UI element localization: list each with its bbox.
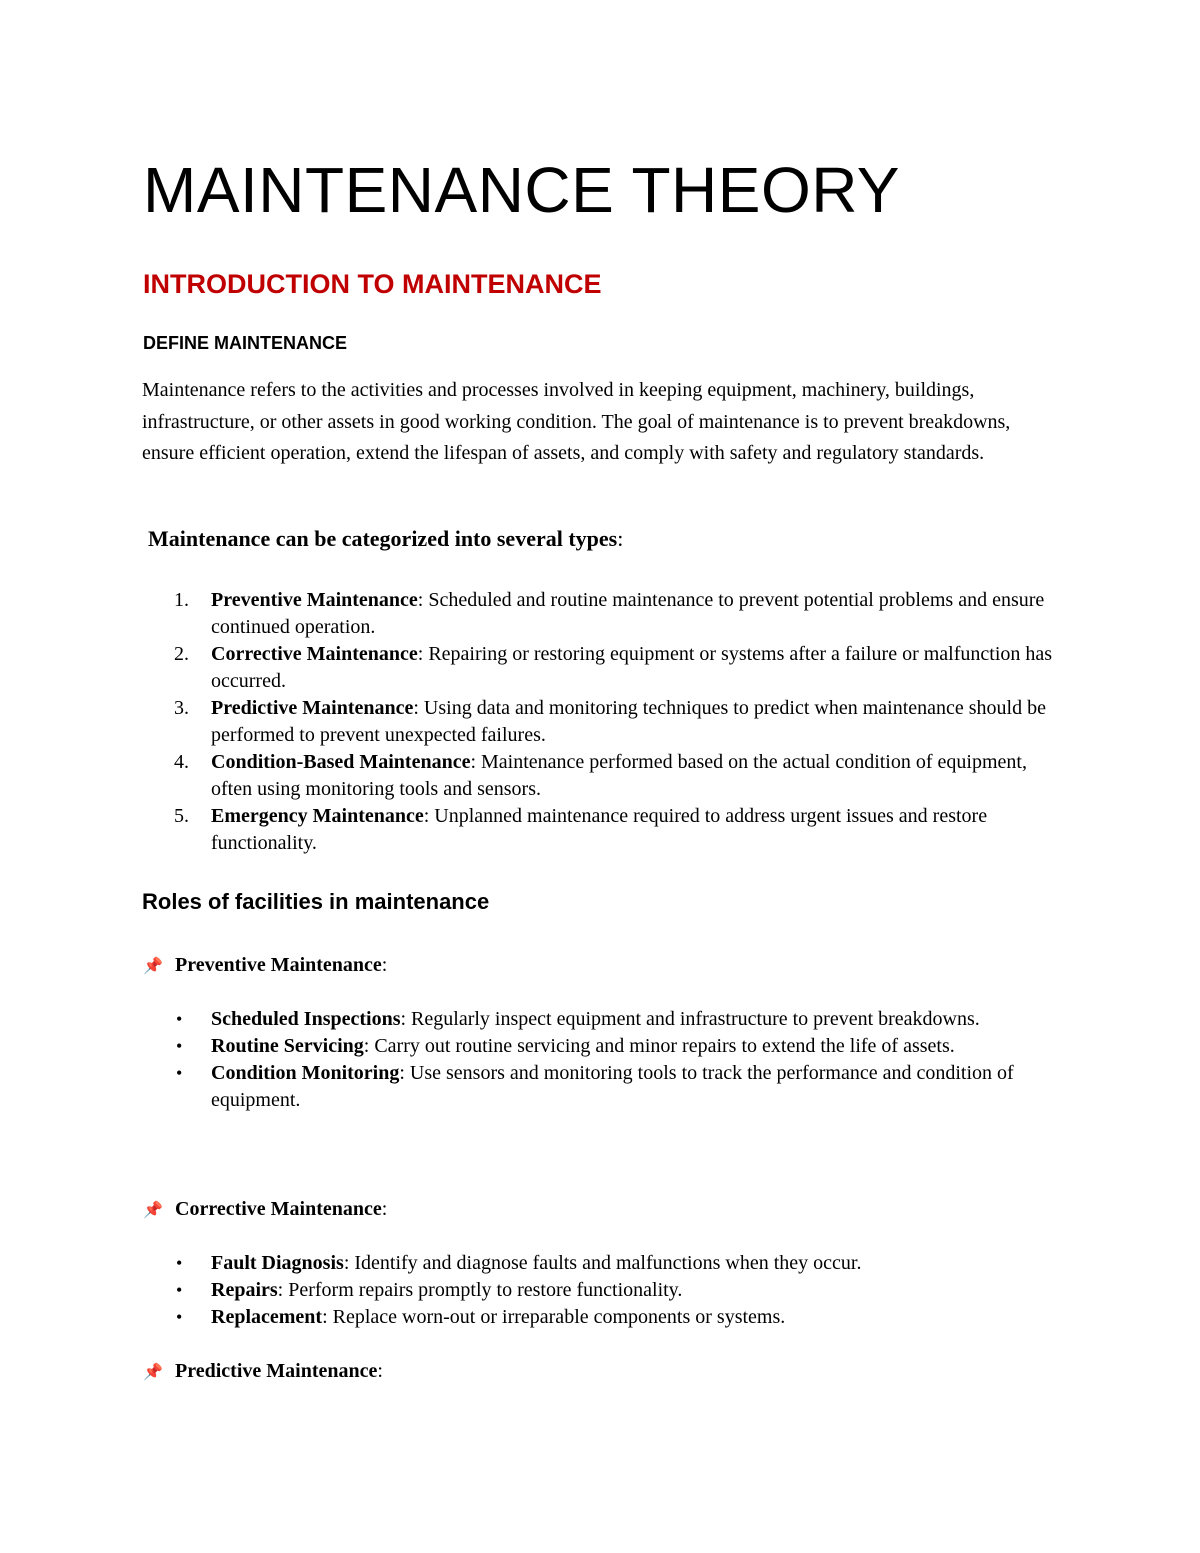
bullet-desc: : Perform repairs promptly to restore functionality. [277, 1279, 683, 1301]
list-item [0, 1006, 1061, 1033]
list-item [0, 1277, 1061, 1304]
role-heading-text: Corrective Maintenance [175, 1198, 382, 1220]
list-desc: : Maintenance performed based on the actual condition of equipment, often using monitoring tools and sensors. [211, 751, 1027, 800]
bullet-icon: • [176, 1253, 183, 1273]
bullet-desc: : Replace worn-out or irreparable components or systems. [322, 1306, 786, 1328]
preventive-bullets [0, 1006, 1100, 1114]
bullet-desc: : Carry out routine servicing and minor repairs to extend the life of assets. [363, 1035, 955, 1057]
role-heading-colon: : [381, 954, 388, 976]
bullet-term: Routine Servicing [211, 1035, 364, 1057]
flag-icon: 📌 [143, 1202, 163, 1219]
types-heading-colon: : [617, 526, 624, 551]
definition-paragraph: Maintenance refers to the activities and processes involved in keeping equipment, machinery, buildings, infrastructure, or other assets in good working condition. The goal of maintenance is to prevent breakdowns, ensure efficient operation, extend the lifespan of assets, and comply with safety and regulatory standards. [142, 379, 1011, 464]
list-term: Corrective Maintenance [211, 643, 418, 665]
section-heading: INTRODUCTION TO MAINTENANCE [143, 269, 602, 299]
flag-icon: 📌 [143, 1364, 163, 1381]
role-heading-predictive [143, 1358, 383, 1386]
list-number: 1. [174, 589, 189, 611]
corrective-bullets [0, 1250, 1100, 1331]
bullet-term: Repairs [211, 1279, 278, 1301]
bullet-desc: : Identify and diagnose faults and malfunctions when they occur. [343, 1252, 862, 1274]
bullet-icon: • [176, 1280, 183, 1300]
types-heading [148, 523, 623, 555]
bullet-term: Fault Diagnosis [211, 1252, 344, 1274]
list-item [0, 803, 1071, 857]
list-item [0, 1304, 1061, 1331]
list-item [0, 587, 1071, 641]
list-item [0, 1250, 1061, 1277]
flag-icon: 📌 [143, 958, 163, 975]
list-item [0, 1060, 1061, 1114]
bullet-icon: • [176, 1307, 183, 1327]
bullet-term: Condition Monitoring [211, 1062, 400, 1084]
list-number: 3. [174, 697, 189, 719]
list-item [0, 641, 1071, 695]
role-heading-preventive [143, 952, 387, 980]
role-heading-text: Predictive Maintenance [175, 1360, 378, 1382]
list-item [0, 695, 1071, 749]
list-desc: : Using data and monitoring techniques to predict when maintenance should be performed to prevent unexpected failures. [211, 697, 1046, 746]
list-number: 5. [174, 805, 189, 827]
types-list [0, 587, 1100, 857]
list-item [0, 749, 1071, 803]
list-desc: : Repairing or restoring equipment or systems after a failure or malfunction has occurred. [211, 643, 1053, 692]
role-heading-colon: : [377, 1360, 383, 1382]
bullet-desc: : Regularly inspect equipment and infrastructure to prevent breakdowns. [400, 1008, 980, 1030]
bullet-term: Scheduled Inspections [211, 1008, 401, 1030]
list-term: Preventive Maintenance [211, 589, 418, 611]
roles-heading: Roles of facilities in maintenance [142, 889, 490, 914]
list-item [0, 1033, 1061, 1060]
bullet-icon: • [176, 1036, 183, 1056]
bullet-desc: : Use sensors and monitoring tools to track the performance and condition of equipment. [211, 1062, 1014, 1111]
types-heading-text: Maintenance can be categorized into several types [148, 526, 618, 551]
document-title: MAINTENANCE THEORY [143, 154, 900, 226]
define-heading: DEFINE MAINTENANCE [143, 333, 348, 353]
list-number: 2. [174, 643, 189, 665]
role-heading-corrective [143, 1196, 387, 1224]
list-desc: : Scheduled and routine maintenance to prevent potential problems and ensure continued operation. [211, 589, 1045, 638]
list-number: 4. [174, 751, 189, 773]
bullet-term: Replacement [211, 1306, 323, 1328]
list-term: Predictive Maintenance [211, 697, 414, 719]
bullet-icon: • [176, 1009, 183, 1029]
list-desc: : Unplanned maintenance required to address urgent issues and restore functionality. [211, 805, 988, 854]
bullet-icon: • [176, 1063, 183, 1083]
list-term: Emergency Maintenance [211, 805, 424, 827]
role-heading-text: Preventive Maintenance [175, 954, 382, 976]
role-heading-colon: : [381, 1198, 388, 1220]
list-term: Condition-Based Maintenance [211, 751, 471, 773]
